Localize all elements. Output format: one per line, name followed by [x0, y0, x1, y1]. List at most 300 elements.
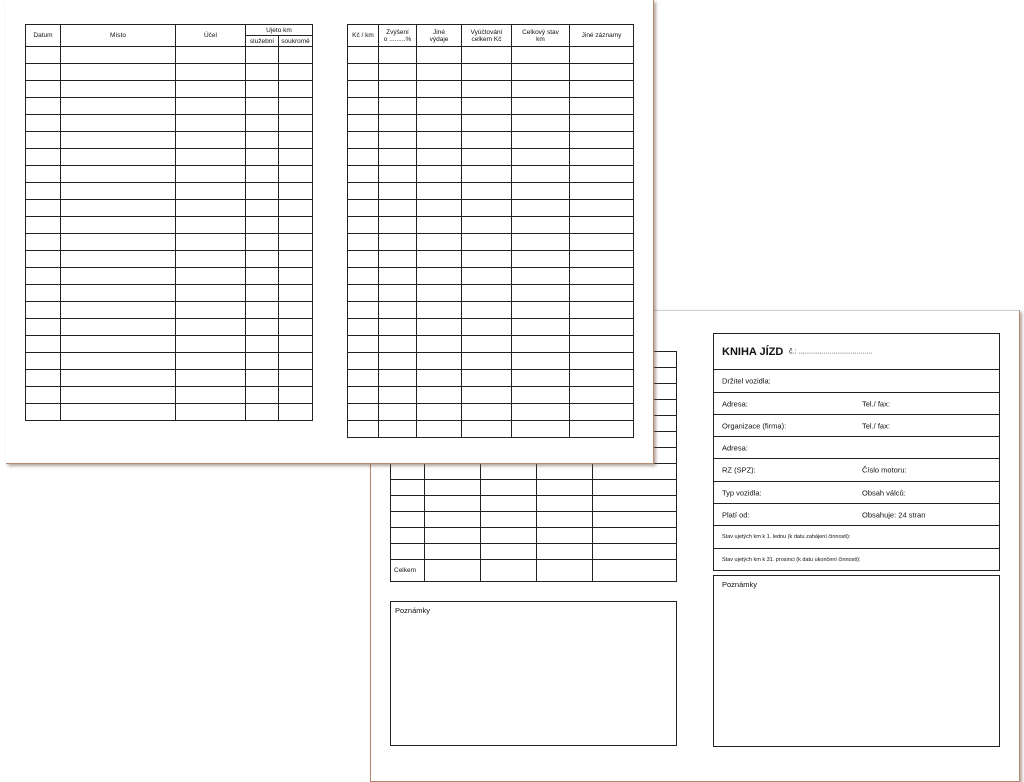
table-cell[interactable]	[348, 149, 379, 166]
table-cell[interactable]	[570, 251, 634, 268]
table-cell[interactable]	[512, 115, 570, 132]
table-cell[interactable]	[26, 251, 61, 268]
table-cell[interactable]	[593, 496, 677, 512]
table-cell[interactable]	[279, 183, 313, 200]
table-cell[interactable]	[61, 217, 176, 234]
table-cell[interactable]	[512, 387, 570, 404]
table-cell[interactable]	[417, 217, 462, 234]
table-cell[interactable]	[512, 166, 570, 183]
table-cell[interactable]	[391, 496, 425, 512]
table-cell[interactable]	[61, 98, 176, 115]
table-cell[interactable]	[176, 81, 246, 98]
table-cell[interactable]	[279, 98, 313, 115]
table-cell[interactable]	[512, 132, 570, 149]
table-cell[interactable]	[593, 528, 677, 544]
table-cell[interactable]	[570, 132, 634, 149]
col-kc-km: Kč / km	[348, 25, 379, 47]
table-cell[interactable]	[570, 336, 634, 353]
table-cell[interactable]	[379, 166, 417, 183]
table-cell[interactable]	[537, 496, 593, 512]
table-cell[interactable]	[348, 268, 379, 285]
table-cell[interactable]	[425, 528, 481, 544]
row-rz[interactable]	[714, 459, 999, 482]
table-cell[interactable]	[348, 251, 379, 268]
table-cell[interactable]	[176, 183, 246, 200]
table-cell[interactable]	[417, 302, 462, 319]
table-cell[interactable]	[462, 132, 512, 149]
table-cell[interactable]	[61, 251, 176, 268]
table-cell[interactable]	[279, 285, 313, 302]
table-row	[348, 319, 634, 336]
table-cell[interactable]	[61, 115, 176, 132]
table-cell[interactable]	[417, 132, 462, 149]
table-cell[interactable]	[537, 464, 593, 480]
table-cell[interactable]	[61, 200, 176, 217]
notes-box-left[interactable]	[390, 601, 677, 746]
table-cell[interactable]	[391, 480, 425, 496]
row-stav-1[interactable]	[714, 526, 999, 549]
table-cell[interactable]	[246, 319, 279, 336]
table-cell[interactable]	[246, 98, 279, 115]
table-cell[interactable]	[570, 404, 634, 421]
table-cell[interactable]	[417, 200, 462, 217]
table-cell[interactable]	[246, 404, 279, 421]
table-cell[interactable]	[61, 234, 176, 251]
table-cell[interactable]	[462, 319, 512, 336]
table-cell[interactable]	[512, 285, 570, 302]
table-cell[interactable]	[512, 336, 570, 353]
table-cell[interactable]	[417, 268, 462, 285]
table-cell[interactable]	[348, 64, 379, 81]
table-cell[interactable]	[462, 302, 512, 319]
col-soukrome: soukromě	[279, 36, 313, 47]
table-cell[interactable]	[570, 149, 634, 166]
table-cell[interactable]	[570, 302, 634, 319]
table-cell[interactable]	[246, 251, 279, 268]
table-cell[interactable]	[26, 47, 61, 64]
table-cell[interactable]	[570, 387, 634, 404]
table-cell[interactable]	[246, 149, 279, 166]
table-cell[interactable]	[417, 183, 462, 200]
total-cell[interactable]	[537, 560, 593, 582]
table-cell[interactable]	[391, 512, 425, 528]
table-cell[interactable]	[512, 183, 570, 200]
table-cell[interactable]	[462, 64, 512, 81]
table-cell[interactable]	[246, 64, 279, 81]
table-cell[interactable]	[570, 268, 634, 285]
table-cell[interactable]	[462, 336, 512, 353]
table-cell[interactable]	[26, 115, 61, 132]
table-cell[interactable]	[348, 404, 379, 421]
table-cell[interactable]	[279, 370, 313, 387]
table-cell[interactable]	[379, 217, 417, 234]
table-cell[interactable]	[26, 404, 61, 421]
table-cell[interactable]	[26, 149, 61, 166]
total-cell[interactable]	[481, 560, 537, 582]
table-cell[interactable]	[570, 234, 634, 251]
table-cell[interactable]	[279, 200, 313, 217]
table-cell[interactable]	[462, 217, 512, 234]
table-cell[interactable]	[26, 81, 61, 98]
table-cell[interactable]	[348, 370, 379, 387]
table-cell[interactable]	[279, 132, 313, 149]
table-cell[interactable]	[26, 370, 61, 387]
table-cell[interactable]	[279, 234, 313, 251]
table-cell[interactable]	[512, 251, 570, 268]
table-cell[interactable]	[462, 183, 512, 200]
table-cell[interactable]	[246, 302, 279, 319]
table-cell[interactable]	[512, 200, 570, 217]
table-cell[interactable]	[379, 387, 417, 404]
table-cell[interactable]	[379, 98, 417, 115]
row-drzitel[interactable]	[714, 370, 999, 393]
table-cell[interactable]	[176, 115, 246, 132]
table-cell[interactable]	[348, 285, 379, 302]
table-cell[interactable]	[462, 166, 512, 183]
table-cell[interactable]	[26, 285, 61, 302]
table-cell[interactable]	[26, 98, 61, 115]
table-cell[interactable]	[379, 183, 417, 200]
table-cell[interactable]	[379, 302, 417, 319]
table-cell[interactable]	[417, 81, 462, 98]
table-cell[interactable]	[417, 353, 462, 370]
table-cell[interactable]	[417, 47, 462, 64]
table-cell[interactable]	[462, 200, 512, 217]
table-cell[interactable]	[61, 64, 176, 81]
table-row	[348, 285, 634, 302]
table-cell[interactable]	[512, 319, 570, 336]
table-cell[interactable]	[246, 217, 279, 234]
table-cell[interactable]	[481, 464, 537, 480]
table-cell[interactable]	[176, 353, 246, 370]
table-cell[interactable]	[26, 302, 61, 319]
table-cell[interactable]	[512, 234, 570, 251]
table-cell[interactable]	[417, 98, 462, 115]
table-cell[interactable]	[379, 132, 417, 149]
table-cell[interactable]	[570, 217, 634, 234]
table-cell[interactable]	[379, 47, 417, 64]
table-cell[interactable]	[537, 512, 593, 528]
table-cell[interactable]	[348, 183, 379, 200]
table-cell[interactable]	[462, 421, 512, 438]
table-cell[interactable]	[462, 404, 512, 421]
table-cell[interactable]	[246, 81, 279, 98]
table-cell[interactable]	[425, 512, 481, 528]
table-cell[interactable]	[512, 421, 570, 438]
table-cell[interactable]	[348, 319, 379, 336]
table-cell[interactable]	[417, 370, 462, 387]
table-cell[interactable]	[246, 370, 279, 387]
table-cell[interactable]	[176, 404, 246, 421]
table-cell[interactable]	[176, 319, 246, 336]
table-cell[interactable]	[176, 234, 246, 251]
table-cell[interactable]	[481, 480, 537, 496]
table-cell[interactable]	[279, 166, 313, 183]
table-cell[interactable]	[570, 98, 634, 115]
table-cell[interactable]	[176, 387, 246, 404]
table-cell[interactable]	[246, 387, 279, 404]
table-cell[interactable]	[512, 149, 570, 166]
table-cell[interactable]	[593, 544, 677, 560]
table-cell[interactable]	[425, 544, 481, 560]
table-cell[interactable]	[462, 370, 512, 387]
table-cell[interactable]	[570, 64, 634, 81]
table-cell[interactable]	[246, 285, 279, 302]
table-cell[interactable]	[176, 285, 246, 302]
table-cell[interactable]	[348, 81, 379, 98]
table-cell[interactable]	[348, 217, 379, 234]
table-cell[interactable]	[279, 404, 313, 421]
table-cell[interactable]	[348, 132, 379, 149]
table-cell[interactable]	[246, 166, 279, 183]
table-cell[interactable]	[348, 387, 379, 404]
table-cell[interactable]	[537, 480, 593, 496]
table-cell[interactable]	[379, 81, 417, 98]
row-stav-31[interactable]	[714, 549, 999, 571]
table-cell[interactable]	[61, 268, 176, 285]
table-cell[interactable]	[570, 115, 634, 132]
table-cell[interactable]	[379, 404, 417, 421]
table-cell[interactable]	[176, 149, 246, 166]
table-cell[interactable]	[512, 64, 570, 81]
table-cell[interactable]	[348, 47, 379, 64]
table-cell[interactable]	[379, 421, 417, 438]
table-cell[interactable]	[379, 234, 417, 251]
table-cell[interactable]	[462, 47, 512, 64]
table-cell[interactable]	[246, 132, 279, 149]
table-cell[interactable]	[593, 480, 677, 496]
table-cell[interactable]	[462, 268, 512, 285]
table-cell[interactable]	[61, 149, 176, 166]
table-cell[interactable]	[246, 353, 279, 370]
table-cell[interactable]	[417, 251, 462, 268]
table-cell[interactable]	[61, 166, 176, 183]
cover-number-field[interactable]: č.: ......................................	[789, 348, 873, 355]
table-cell[interactable]	[512, 370, 570, 387]
table-cell[interactable]	[417, 319, 462, 336]
table-cell[interactable]	[391, 464, 425, 480]
table-cell[interactable]	[512, 217, 570, 234]
table-cell[interactable]	[348, 200, 379, 217]
table-cell[interactable]	[26, 64, 61, 81]
table-cell[interactable]	[462, 81, 512, 98]
table-cell[interactable]	[379, 64, 417, 81]
table-cell[interactable]	[481, 544, 537, 560]
table-cell[interactable]	[61, 353, 176, 370]
table-cell[interactable]	[176, 200, 246, 217]
table-cell[interactable]	[176, 98, 246, 115]
table-cell[interactable]	[246, 200, 279, 217]
table-cell[interactable]	[176, 302, 246, 319]
table-cell[interactable]	[348, 302, 379, 319]
total-cell[interactable]	[593, 560, 677, 582]
table-cell[interactable]	[425, 480, 481, 496]
table-cell[interactable]	[348, 421, 379, 438]
table-cell[interactable]	[462, 149, 512, 166]
table-cell[interactable]	[176, 166, 246, 183]
table-cell[interactable]	[61, 370, 176, 387]
table-cell[interactable]	[176, 132, 246, 149]
table-cell[interactable]	[279, 251, 313, 268]
table-cell[interactable]	[379, 200, 417, 217]
table-cell[interactable]	[417, 404, 462, 421]
table-cell[interactable]	[348, 336, 379, 353]
table-cell[interactable]	[593, 512, 677, 528]
table-cell[interactable]	[176, 251, 246, 268]
table-cell[interactable]	[176, 64, 246, 81]
table-cell[interactable]	[379, 149, 417, 166]
table-cell[interactable]	[279, 319, 313, 336]
table-cell[interactable]	[379, 268, 417, 285]
table-cell[interactable]	[570, 353, 634, 370]
table-cell[interactable]	[26, 268, 61, 285]
table-cell[interactable]	[26, 234, 61, 251]
table-cell[interactable]	[417, 421, 462, 438]
table-cell[interactable]	[279, 115, 313, 132]
table-cell[interactable]	[462, 98, 512, 115]
table-cell[interactable]	[417, 336, 462, 353]
table-cell[interactable]	[391, 528, 425, 544]
row-organizace[interactable]	[714, 415, 999, 437]
table-cell[interactable]	[462, 353, 512, 370]
table-row	[348, 302, 634, 319]
table-cell[interactable]	[279, 387, 313, 404]
row-typ[interactable]	[714, 482, 999, 504]
table-cell[interactable]	[279, 81, 313, 98]
table-cell[interactable]	[246, 336, 279, 353]
table-cell[interactable]	[246, 115, 279, 132]
row-plati[interactable]	[714, 504, 999, 526]
table-cell[interactable]	[176, 336, 246, 353]
table-cell[interactable]	[26, 353, 61, 370]
table-cell[interactable]	[417, 166, 462, 183]
table-cell[interactable]	[279, 336, 313, 353]
table-cell[interactable]	[481, 528, 537, 544]
table-cell[interactable]	[26, 217, 61, 234]
table-cell[interactable]	[512, 81, 570, 98]
table-cell[interactable]	[512, 47, 570, 64]
table-cell[interactable]	[593, 464, 677, 480]
table-cell[interactable]	[481, 496, 537, 512]
table-cell[interactable]	[61, 81, 176, 98]
table-cell[interactable]	[279, 302, 313, 319]
table-cell[interactable]	[379, 115, 417, 132]
table-cell[interactable]	[26, 319, 61, 336]
table-cell[interactable]	[462, 251, 512, 268]
table-cell[interactable]	[26, 200, 61, 217]
table-cell[interactable]	[176, 268, 246, 285]
table-cell[interactable]	[379, 285, 417, 302]
table-cell[interactable]	[61, 319, 176, 336]
table-cell[interactable]	[246, 47, 279, 64]
table-cell[interactable]	[462, 285, 512, 302]
notes-box-right[interactable]	[713, 575, 1000, 747]
tel-fax2-label: Tel./ fax:	[862, 421, 890, 430]
table-cell[interactable]	[279, 353, 313, 370]
table-cell[interactable]	[570, 421, 634, 438]
table-cell[interactable]	[512, 404, 570, 421]
table-cell[interactable]	[176, 217, 246, 234]
table-cell[interactable]	[61, 183, 176, 200]
table-cell[interactable]	[481, 512, 537, 528]
table-cell[interactable]	[379, 336, 417, 353]
table-cell[interactable]	[279, 47, 313, 64]
table-cell[interactable]	[26, 336, 61, 353]
table-cell[interactable]	[570, 166, 634, 183]
table-cell[interactable]	[462, 234, 512, 251]
table-cell[interactable]	[462, 115, 512, 132]
table-cell[interactable]	[512, 268, 570, 285]
table-cell[interactable]	[379, 353, 417, 370]
table-cell[interactable]	[279, 149, 313, 166]
table-cell[interactable]	[246, 268, 279, 285]
table-cell[interactable]	[246, 234, 279, 251]
table-cell[interactable]	[391, 544, 425, 560]
table-cell[interactable]	[61, 132, 176, 149]
table-cell[interactable]	[26, 387, 61, 404]
table-cell[interactable]	[570, 285, 634, 302]
table-cell[interactable]	[279, 64, 313, 81]
table-cell[interactable]	[570, 47, 634, 64]
table-cell[interactable]	[26, 166, 61, 183]
table-cell[interactable]	[537, 528, 593, 544]
table-cell[interactable]	[570, 81, 634, 98]
table-cell[interactable]	[537, 544, 593, 560]
table-cell[interactable]	[348, 234, 379, 251]
table-cell[interactable]	[26, 132, 61, 149]
table-cell[interactable]	[417, 115, 462, 132]
table-cell[interactable]	[570, 200, 634, 217]
table-cell[interactable]	[379, 319, 417, 336]
table-cell[interactable]	[279, 217, 313, 234]
total-cell[interactable]	[425, 560, 481, 582]
table-cell[interactable]	[348, 166, 379, 183]
table-cell[interactable]	[570, 370, 634, 387]
table-cell[interactable]	[425, 496, 481, 512]
table-cell[interactable]	[570, 319, 634, 336]
table-cell[interactable]	[379, 251, 417, 268]
table-cell[interactable]	[246, 183, 279, 200]
table-cell[interactable]	[417, 64, 462, 81]
table-cell[interactable]	[61, 47, 176, 64]
table-cell[interactable]	[348, 115, 379, 132]
table-cell[interactable]	[462, 387, 512, 404]
table-cell[interactable]	[348, 98, 379, 115]
table-cell[interactable]	[348, 353, 379, 370]
table-cell[interactable]	[570, 183, 634, 200]
table-cell[interactable]	[417, 285, 462, 302]
row-adresa1[interactable]	[714, 393, 999, 415]
table-cell[interactable]	[417, 387, 462, 404]
table-cell[interactable]	[512, 98, 570, 115]
table-cell[interactable]	[176, 47, 246, 64]
row-adresa2[interactable]	[714, 437, 999, 459]
table-cell[interactable]	[61, 285, 176, 302]
table-cell[interactable]	[61, 302, 176, 319]
table-cell[interactable]	[379, 370, 417, 387]
table-cell[interactable]	[512, 302, 570, 319]
table-cell[interactable]	[61, 387, 176, 404]
table-cell[interactable]	[279, 268, 313, 285]
table-cell[interactable]	[512, 353, 570, 370]
table-cell[interactable]	[417, 149, 462, 166]
table-cell[interactable]	[176, 370, 246, 387]
table-cell[interactable]	[425, 464, 481, 480]
table-cell[interactable]	[26, 183, 61, 200]
table-cell[interactable]	[417, 234, 462, 251]
table-cell[interactable]	[61, 336, 176, 353]
table-cell[interactable]	[61, 404, 176, 421]
